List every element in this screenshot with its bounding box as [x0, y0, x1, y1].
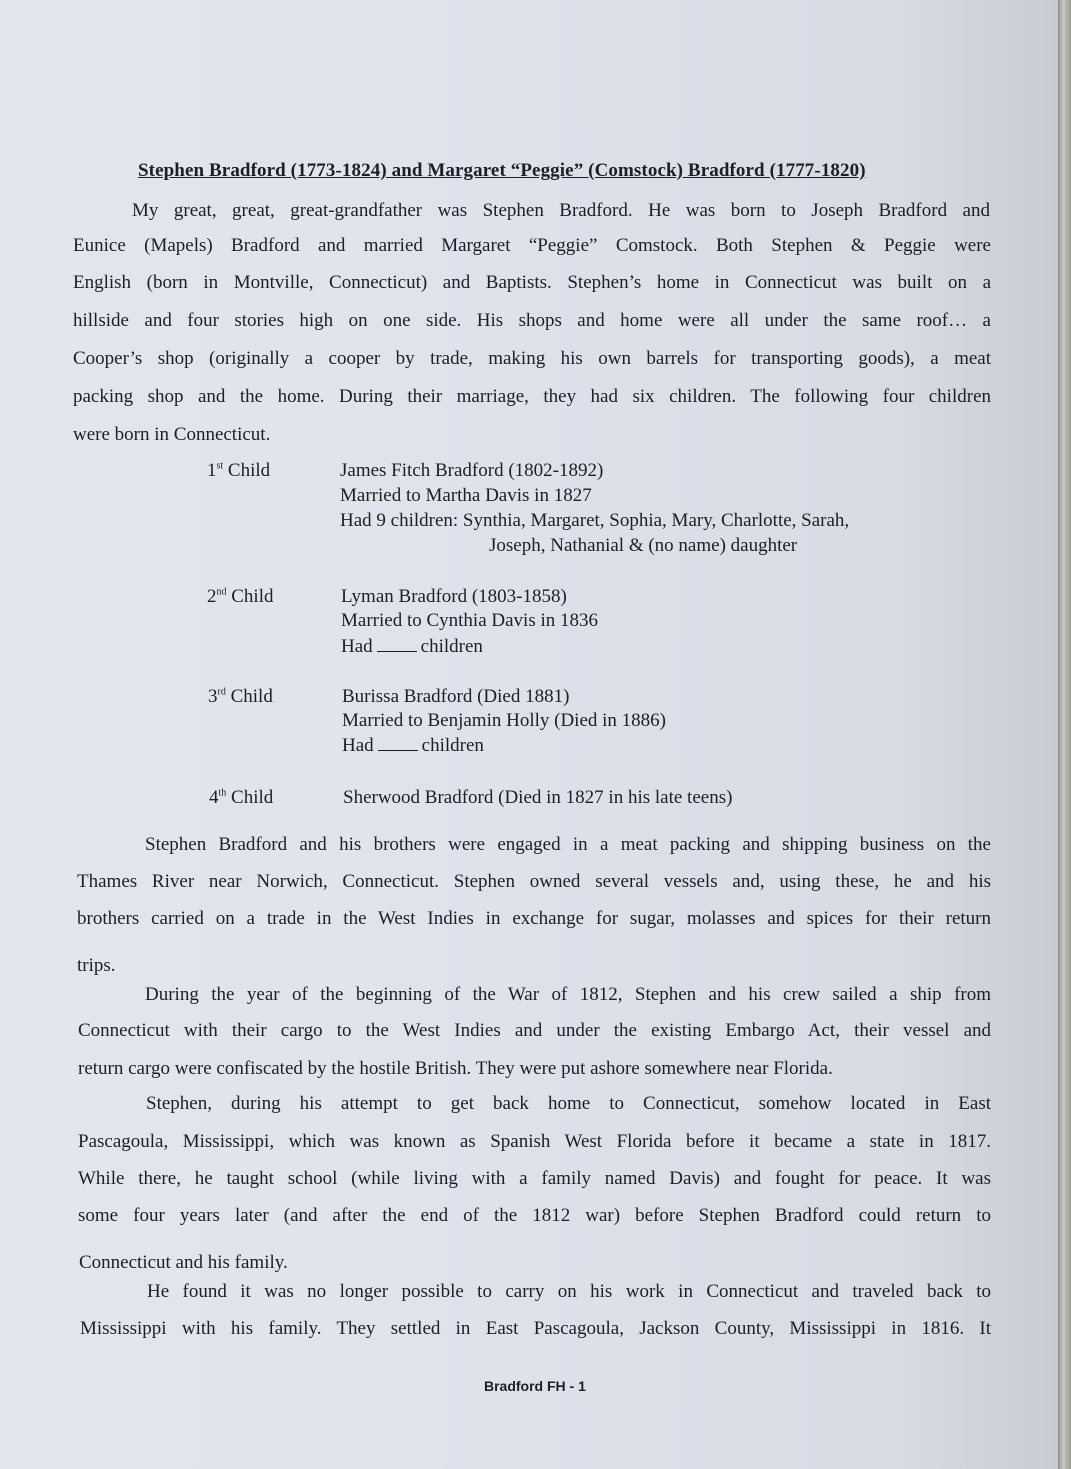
body-line-14: Mississippi with his family. They settled in East Pascagoula, Jackson County, Mississippi in 1816. It — [80, 1318, 991, 1339]
child-4-ordinal-number: 4 — [209, 787, 219, 808]
body-line-4: trips. — [77, 955, 116, 976]
body-line-13: He found it was no longer possible to carry on his work in Connecticut and traveled back to — [147, 1281, 991, 1302]
intro-line-3: English (born in Montville, Connecticut) and Baptists. Stephen’s home in Connecticut was built on a — [73, 272, 991, 293]
child-2-blank — [377, 637, 417, 652]
body-line-1: Stephen Bradford and his brothers were engaged in a meat packing and shipping business on the — [145, 834, 991, 855]
child-2-children — [341, 636, 483, 658]
child-2-marriage: Married to Cynthia Davis in 1836 — [341, 610, 598, 631]
body-line-7: return cargo were confiscated by the hostile British. They were put ashore somewhere near Florida. — [78, 1058, 833, 1079]
body-line-6: Connecticut with their cargo to the West Indies and under the existing Embargo Act, their vessel and — [78, 1020, 991, 1041]
child-3-name: Burissa Bradford (Died 1881) — [342, 686, 570, 707]
intro-line-5: Cooper’s shop (originally a cooper by trade, making his own barrels for transporting goods), a meat — [73, 348, 991, 369]
child-3-ordinal-number: 3 — [208, 686, 218, 707]
child-3-blank — [378, 736, 418, 751]
body-line-3: brothers carried on a trade in the West Indies in exchange for sugar, molasses and spices for their return — [77, 908, 991, 929]
body-line-2: Thames River near Norwich, Connecticut. Stephen owned several vessels and, using these, he and his — [77, 871, 991, 892]
child-3-label — [208, 686, 273, 708]
child-1-name: James Fitch Bradford (1802-1892) — [340, 460, 604, 481]
body-line-8: Stephen, during his attempt to get back home to Connecticut, somehow located in East — [146, 1093, 991, 1114]
child-1-children: Had 9 children: Synthia, Margaret, Sophia, Mary, Charlotte, Sarah, — [340, 510, 850, 531]
document-title: Stephen Bradford (1773-1824) and Margaret “Peggie” (Comstock) Bradford (1777-1820) — [138, 160, 866, 181]
intro-line-1: My great, great, great-grandfather was Stephen Bradford. He was born to Joseph Bradford and — [132, 200, 990, 221]
intro-line-4: hillside and four stories high on one side. His shops and home were all under the same roof… a — [73, 310, 991, 331]
child-4-label-text: Child — [231, 787, 274, 808]
child-2-had-prefix: Had — [341, 636, 373, 657]
child-4-name: Sherwood Bradford (Died in 1827 in his late teens) — [343, 787, 733, 808]
child-4-label — [209, 787, 273, 809]
child-1-label — [207, 460, 270, 482]
child-1-children-cont: Joseph, Nathanial & (no name) daughter — [489, 535, 798, 556]
child-3-had-suffix: children — [421, 735, 484, 756]
page-footer: Bradford FH - 1 — [484, 1378, 586, 1394]
child-2-label — [207, 586, 273, 608]
child-3-ordinal-suffix: rd — [217, 686, 226, 698]
binder-edge — [1058, 0, 1071, 1469]
body-line-12: Connecticut and his family. — [79, 1252, 288, 1273]
child-1-ordinal-number: 1 — [207, 460, 217, 481]
child-2-ordinal-number: 2 — [207, 586, 217, 607]
body-line-5: During the year of the beginning of the War of 1812, Stephen and his crew sailed a ship from — [145, 984, 991, 1005]
child-2-label-text: Child — [231, 586, 274, 607]
child-3-marriage: Married to Benjamin Holly (Died in 1886) — [342, 710, 666, 731]
child-3-children — [342, 735, 484, 757]
child-1-label-text: Child — [227, 460, 271, 481]
intro-line-2: Eunice (Mapels) Bradford and married Margaret “Peggie” Comstock. Both Stephen & Peggie were — [73, 235, 991, 256]
intro-line-6: packing shop and the home. During their marriage, they had six children. The following four children — [73, 386, 991, 407]
intro-line-7: were born in Connecticut. — [73, 424, 271, 445]
body-line-9: Pascagoula, Mississippi, which was known as Spanish West Florida before it became a state in 1817. — [78, 1131, 991, 1152]
child-3-label-text: Child — [230, 686, 273, 707]
child-2-name: Lyman Bradford (1803-1858) — [341, 586, 567, 607]
child-2-had-suffix: children — [420, 636, 483, 657]
child-4-ordinal-suffix: th — [218, 787, 227, 799]
body-line-10: While there, he taught school (while living with a family named Davis) and fought for peace. It was — [78, 1168, 991, 1189]
child-3-had-prefix: Had — [342, 735, 374, 756]
child-1-ordinal-suffix: st — [216, 460, 224, 472]
body-line-11: some four years later (and after the end of the 1812 war) before Stephen Bradford could return to — [78, 1205, 991, 1226]
child-1-marriage: Married to Martha Davis in 1827 — [340, 485, 592, 506]
child-2-ordinal-suffix: nd — [216, 586, 227, 598]
